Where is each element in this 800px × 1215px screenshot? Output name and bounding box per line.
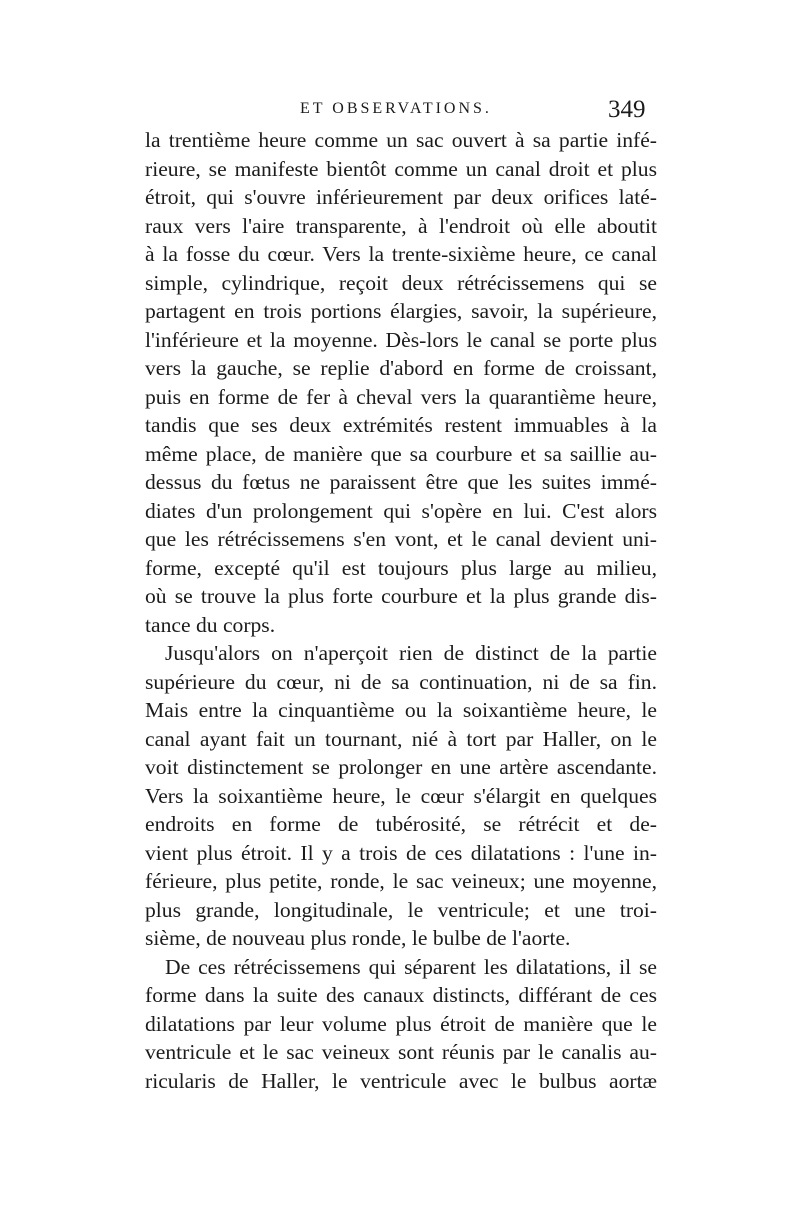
text-line: endroits en forme de tubérosité, se rétrécit et de- (145, 812, 657, 836)
text-line: vient plus étroit. Il y a trois de ces dilatations : l'une in- (145, 840, 657, 865)
text-line: que les rétrécissemens s'en vont, et le canal devient uni- (145, 527, 657, 551)
text-line: voit distinctement se prolonger en une artère ascendante. (145, 755, 657, 779)
text-line: dilatations par leur volume plus étroit de manière que le (145, 1011, 657, 1036)
paragraph (145, 126, 657, 639)
text-line: diates d'un prolongement qui s'opère en lui. C'est alors (145, 498, 657, 523)
text-line: tance du corps. (145, 612, 276, 637)
body-text (145, 126, 657, 1095)
page-number: 349 (608, 96, 646, 123)
text-line: forme, excepté qu'il est toujours plus large au milieu, (145, 555, 657, 580)
text-line: à la fosse du cœur. Vers la trente-sixième heure, ce canal (145, 242, 657, 266)
text-line: ricularis de Haller, le ventricule avec le bulbus aortæ (145, 1068, 657, 1093)
text-line: Jusqu'alors on n'aperçoit rien de distinct de la partie (165, 641, 657, 665)
text-line: rieure, se manifeste bientôt comme un canal droit et plus (145, 156, 657, 181)
text-line: la trentième heure comme un sac ouvert à sa partie infé- (145, 128, 657, 152)
text-line: vers la gauche, se replie d'abord en forme de croissant, (145, 356, 657, 380)
text-line: De ces rétrécissemens qui séparent les dilatations, il se (165, 954, 657, 979)
text-line: partagent en trois portions élargies, savoir, la supérieure, (145, 299, 657, 323)
text-line: ventricule et le sac veineux sont réunis par le canalis au- (145, 1040, 657, 1064)
text-line: tandis que ses deux extrémités restent immuables à la (145, 413, 657, 437)
text-line: forme dans la suite des canaux distincts, différant de ces (145, 983, 657, 1007)
text-line: férieure, plus petite, ronde, le sac veineux; une moyenne, (145, 869, 657, 893)
paragraph (145, 953, 657, 1096)
text-line: dessus du fœtus ne paraissent être que les suites immé- (145, 470, 657, 494)
text-line: Vers la soixantième heure, le cœur s'élargit en quelques (145, 783, 657, 808)
text-line: raux vers l'aire transparente, à l'endroit où elle aboutit (145, 213, 657, 238)
text-line: sième, de nouveau plus ronde, le bulbe de l'aorte. (145, 926, 571, 950)
text-line: étroit, qui s'ouvre inférieurement par deux orifices laté- (145, 185, 657, 209)
text-line: où se trouve la plus forte courbure et la plus grande dis- (145, 584, 657, 608)
text-line: simple, cylindrique, reçoit deux rétrécissemens qui se (145, 270, 657, 295)
text-line: puis en forme de fer à cheval vers la quarantième heure, (145, 384, 657, 409)
text-line: supérieure du cœur, ni de sa continuation, ni de sa fin. (145, 669, 657, 694)
paragraph (145, 639, 657, 953)
running-title: ET OBSERVATIONS. (300, 100, 492, 117)
text-line: même place, de manière que sa courbure et sa saillie au- (145, 441, 657, 466)
text-line: l'inférieure et la moyenne. Dès-lors le canal se porte plus (145, 327, 657, 352)
text-line: canal ayant fait un tournant, nié à tort par Haller, on le (145, 726, 657, 751)
text-line: Mais entre la cinquantième ou la soixantième heure, le (145, 698, 657, 722)
text-line: plus grande, longitudinale, le ventricule; et une troi- (145, 897, 657, 922)
